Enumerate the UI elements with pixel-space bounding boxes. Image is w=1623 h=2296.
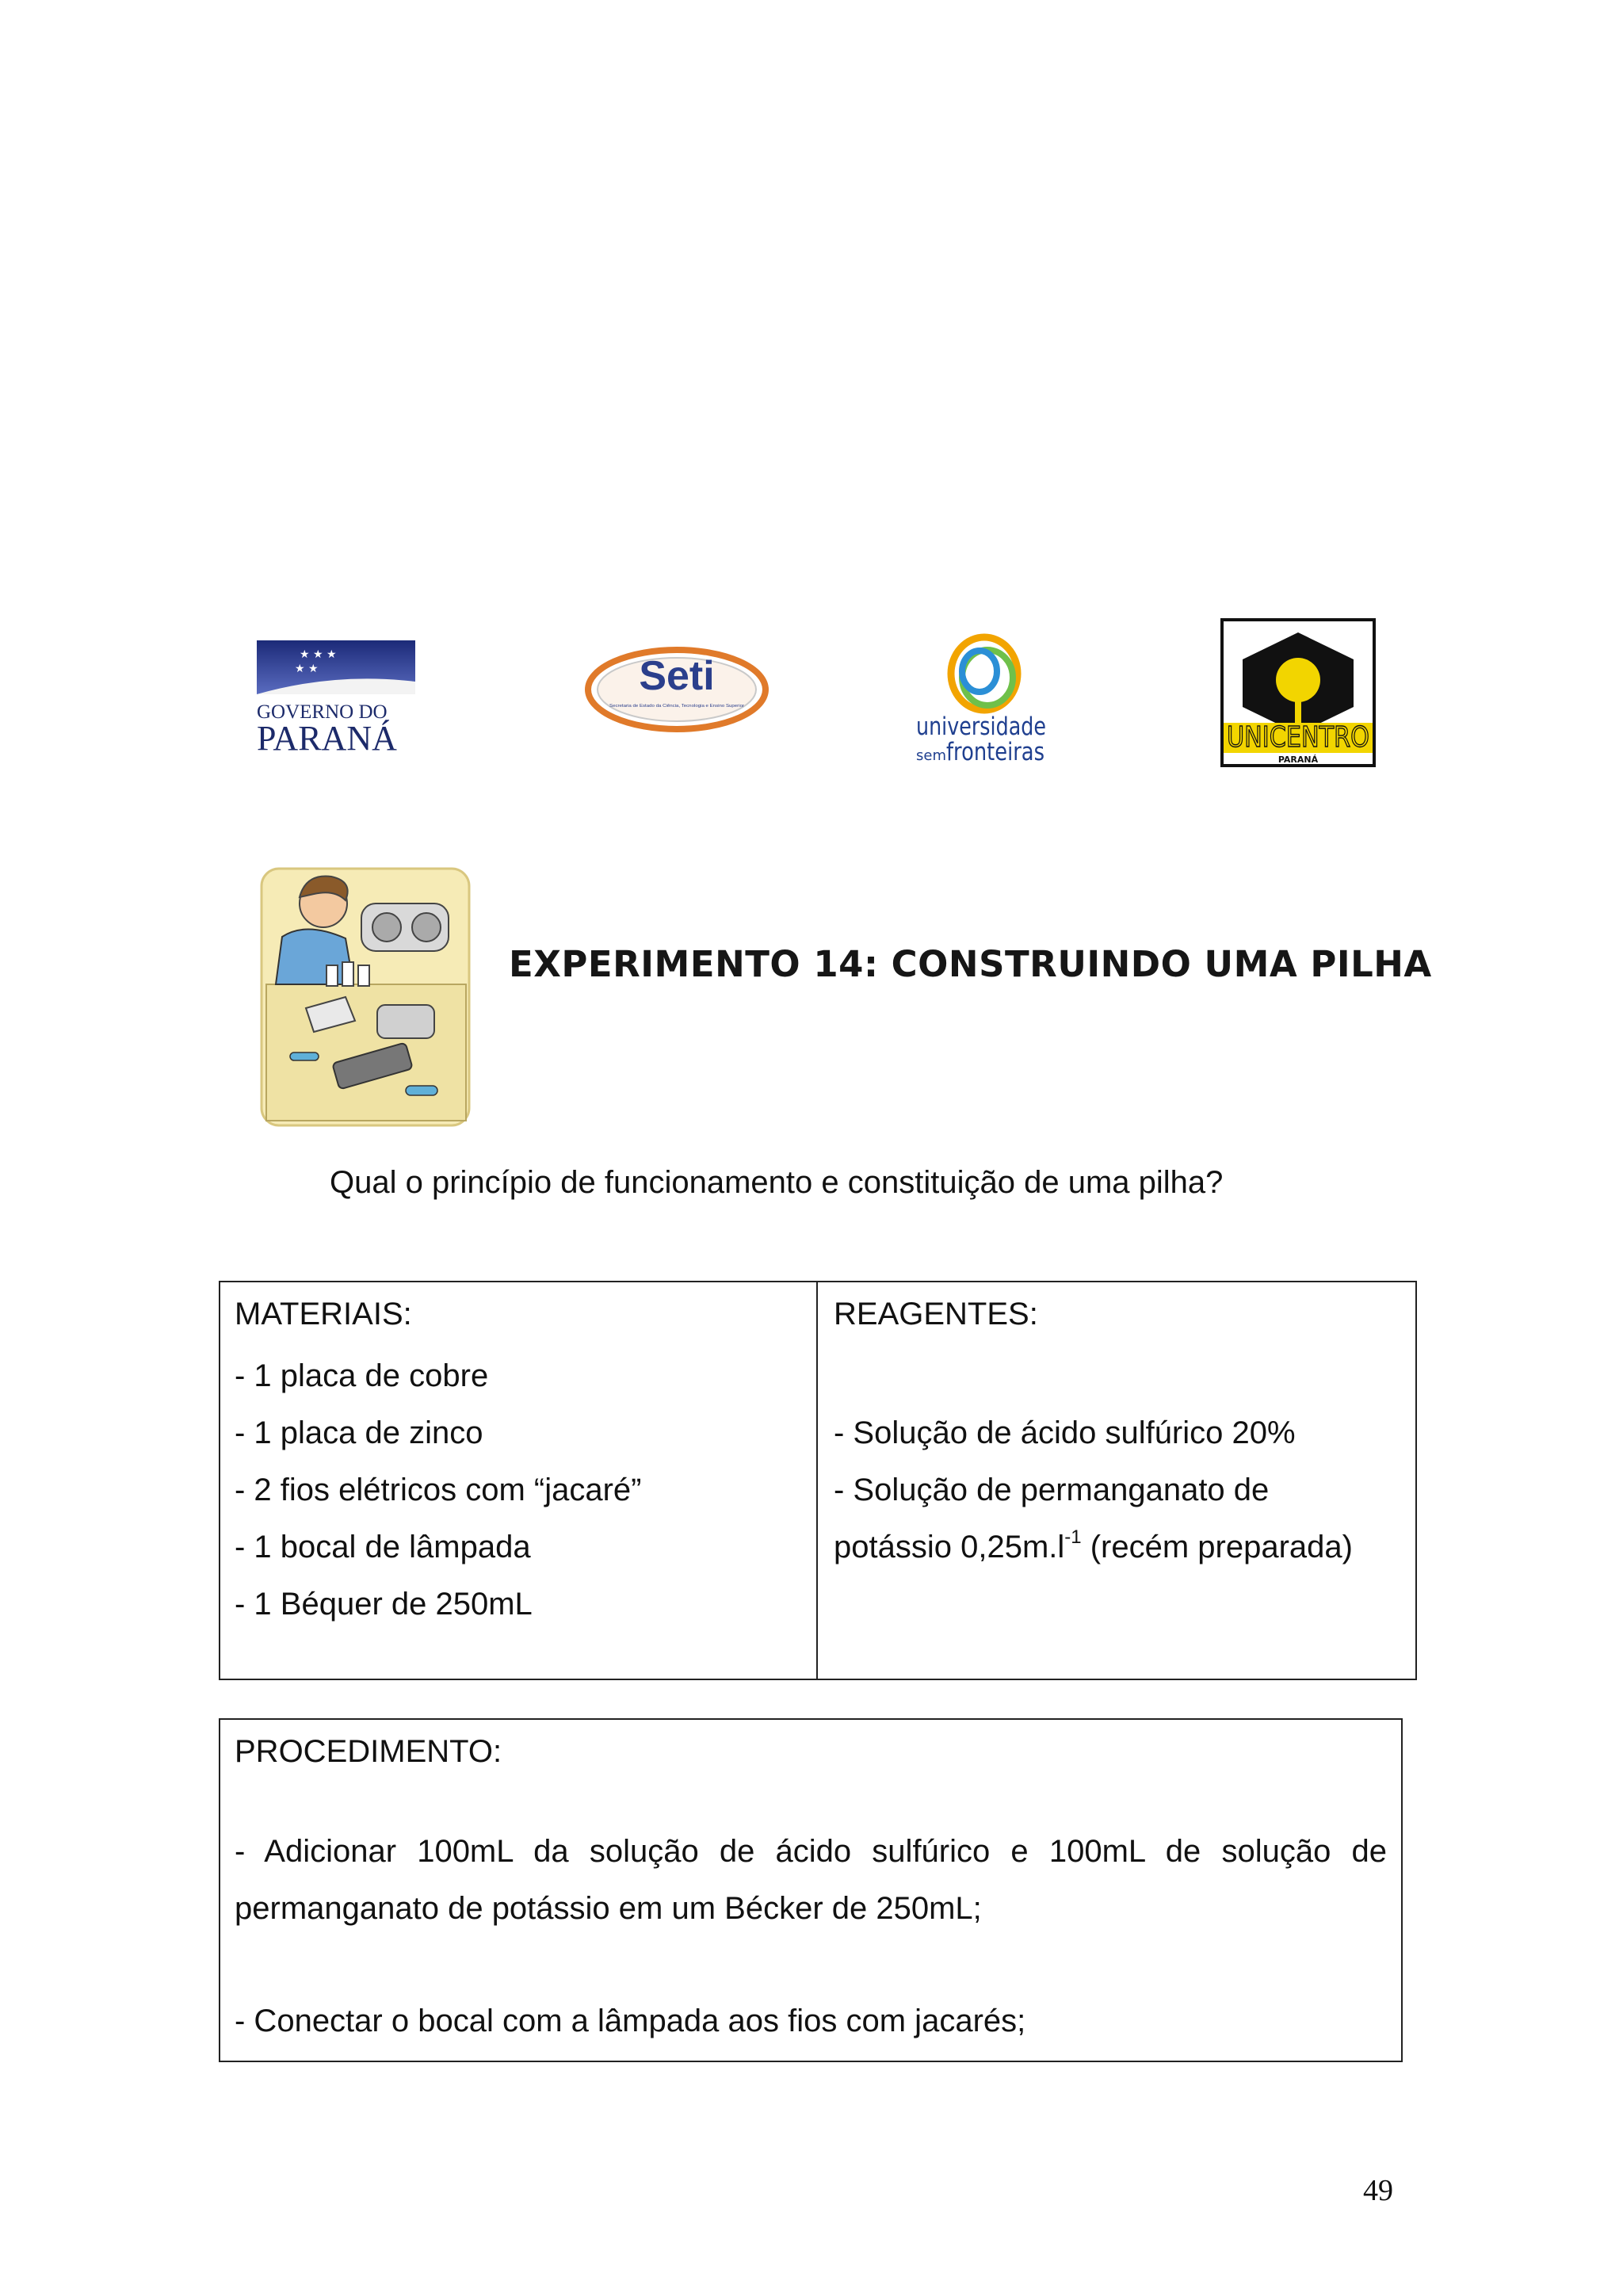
seti-logo-subtitle: Secretaria de Estado da Ciência, Tecnologia e Ensino Superior xyxy=(609,704,745,709)
student-lab-illustration xyxy=(258,865,472,1129)
procedimento-step1-line1: - Adicionar 100mL da solução de ácido sulfúrico e 100mL de solução de xyxy=(235,1834,1387,1869)
univ-logo-line1: universidade xyxy=(916,712,1046,741)
gov-logo-line2: PARANÁ xyxy=(257,719,397,758)
page-number: 49 xyxy=(1363,2174,1393,2207)
svg-text:★ ★ ★: ★ ★ ★ xyxy=(300,648,337,661)
materiais-item: - 1 placa de zinco xyxy=(235,1415,483,1450)
experiment-question: Qual o princípio de funcionamento e constituição de uma pilha? xyxy=(330,1165,1224,1200)
reagentes-concentration: potássio 0,25m.l xyxy=(834,1530,1065,1564)
materiais-item: - 1 Béquer de 250mL xyxy=(235,1587,533,1622)
univ-logo-line2: fronteiras xyxy=(946,738,1044,766)
procedimento-step2: - Conectar o bocal com a lâmpada aos fios com jacarés; xyxy=(235,2004,1026,2038)
materials-reagents-table xyxy=(219,1281,1417,1680)
reagentes-note: (recém preparada) xyxy=(1081,1530,1353,1564)
experiment-title: EXPERIMENTO 14: CONSTRUINDO UMA PILHA xyxy=(509,943,1432,985)
reagentes-item-continued xyxy=(834,1526,1353,1564)
seti-logo xyxy=(585,640,769,739)
procedimento-heading: PROCEDIMENTO: xyxy=(235,1734,502,1769)
procedure-box xyxy=(219,1718,1403,2062)
procedimento-step1-line2: permanganato de potássio em um Bécker de 250mL; xyxy=(235,1891,982,1926)
materiais-item: - 1 bocal de lâmpada xyxy=(235,1530,531,1564)
materiais-item: - 1 placa de cobre xyxy=(235,1358,489,1393)
materiais-item: - 2 fios elétricos com “jacaré” xyxy=(235,1473,642,1507)
unicentro-logo xyxy=(1220,618,1376,767)
reagentes-item: - Solução de ácido sulfúrico 20% xyxy=(834,1415,1296,1450)
seti-logo-name: Seti xyxy=(639,653,715,699)
table-divider xyxy=(816,1282,818,1679)
reagentes-heading: REAGENTES: xyxy=(834,1297,1038,1331)
univ-logo-line2-small: sem xyxy=(916,747,946,764)
gov-logo-line1: GOVERNO DO xyxy=(257,701,388,723)
reagentes-exponent: -1 xyxy=(1064,1526,1082,1548)
materiais-heading: MATERIAIS: xyxy=(235,1297,412,1331)
universidade-sem-fronteiras-logo xyxy=(911,630,1054,766)
unicentro-logo-name: UNICENTRO xyxy=(1227,721,1369,754)
svg-text:★ ★: ★ ★ xyxy=(295,663,319,675)
governo-parana-logo xyxy=(255,640,418,759)
unicentro-logo-sub: PARANÁ xyxy=(1277,755,1319,765)
reagentes-item: - Solução de permanganato de xyxy=(834,1473,1270,1507)
